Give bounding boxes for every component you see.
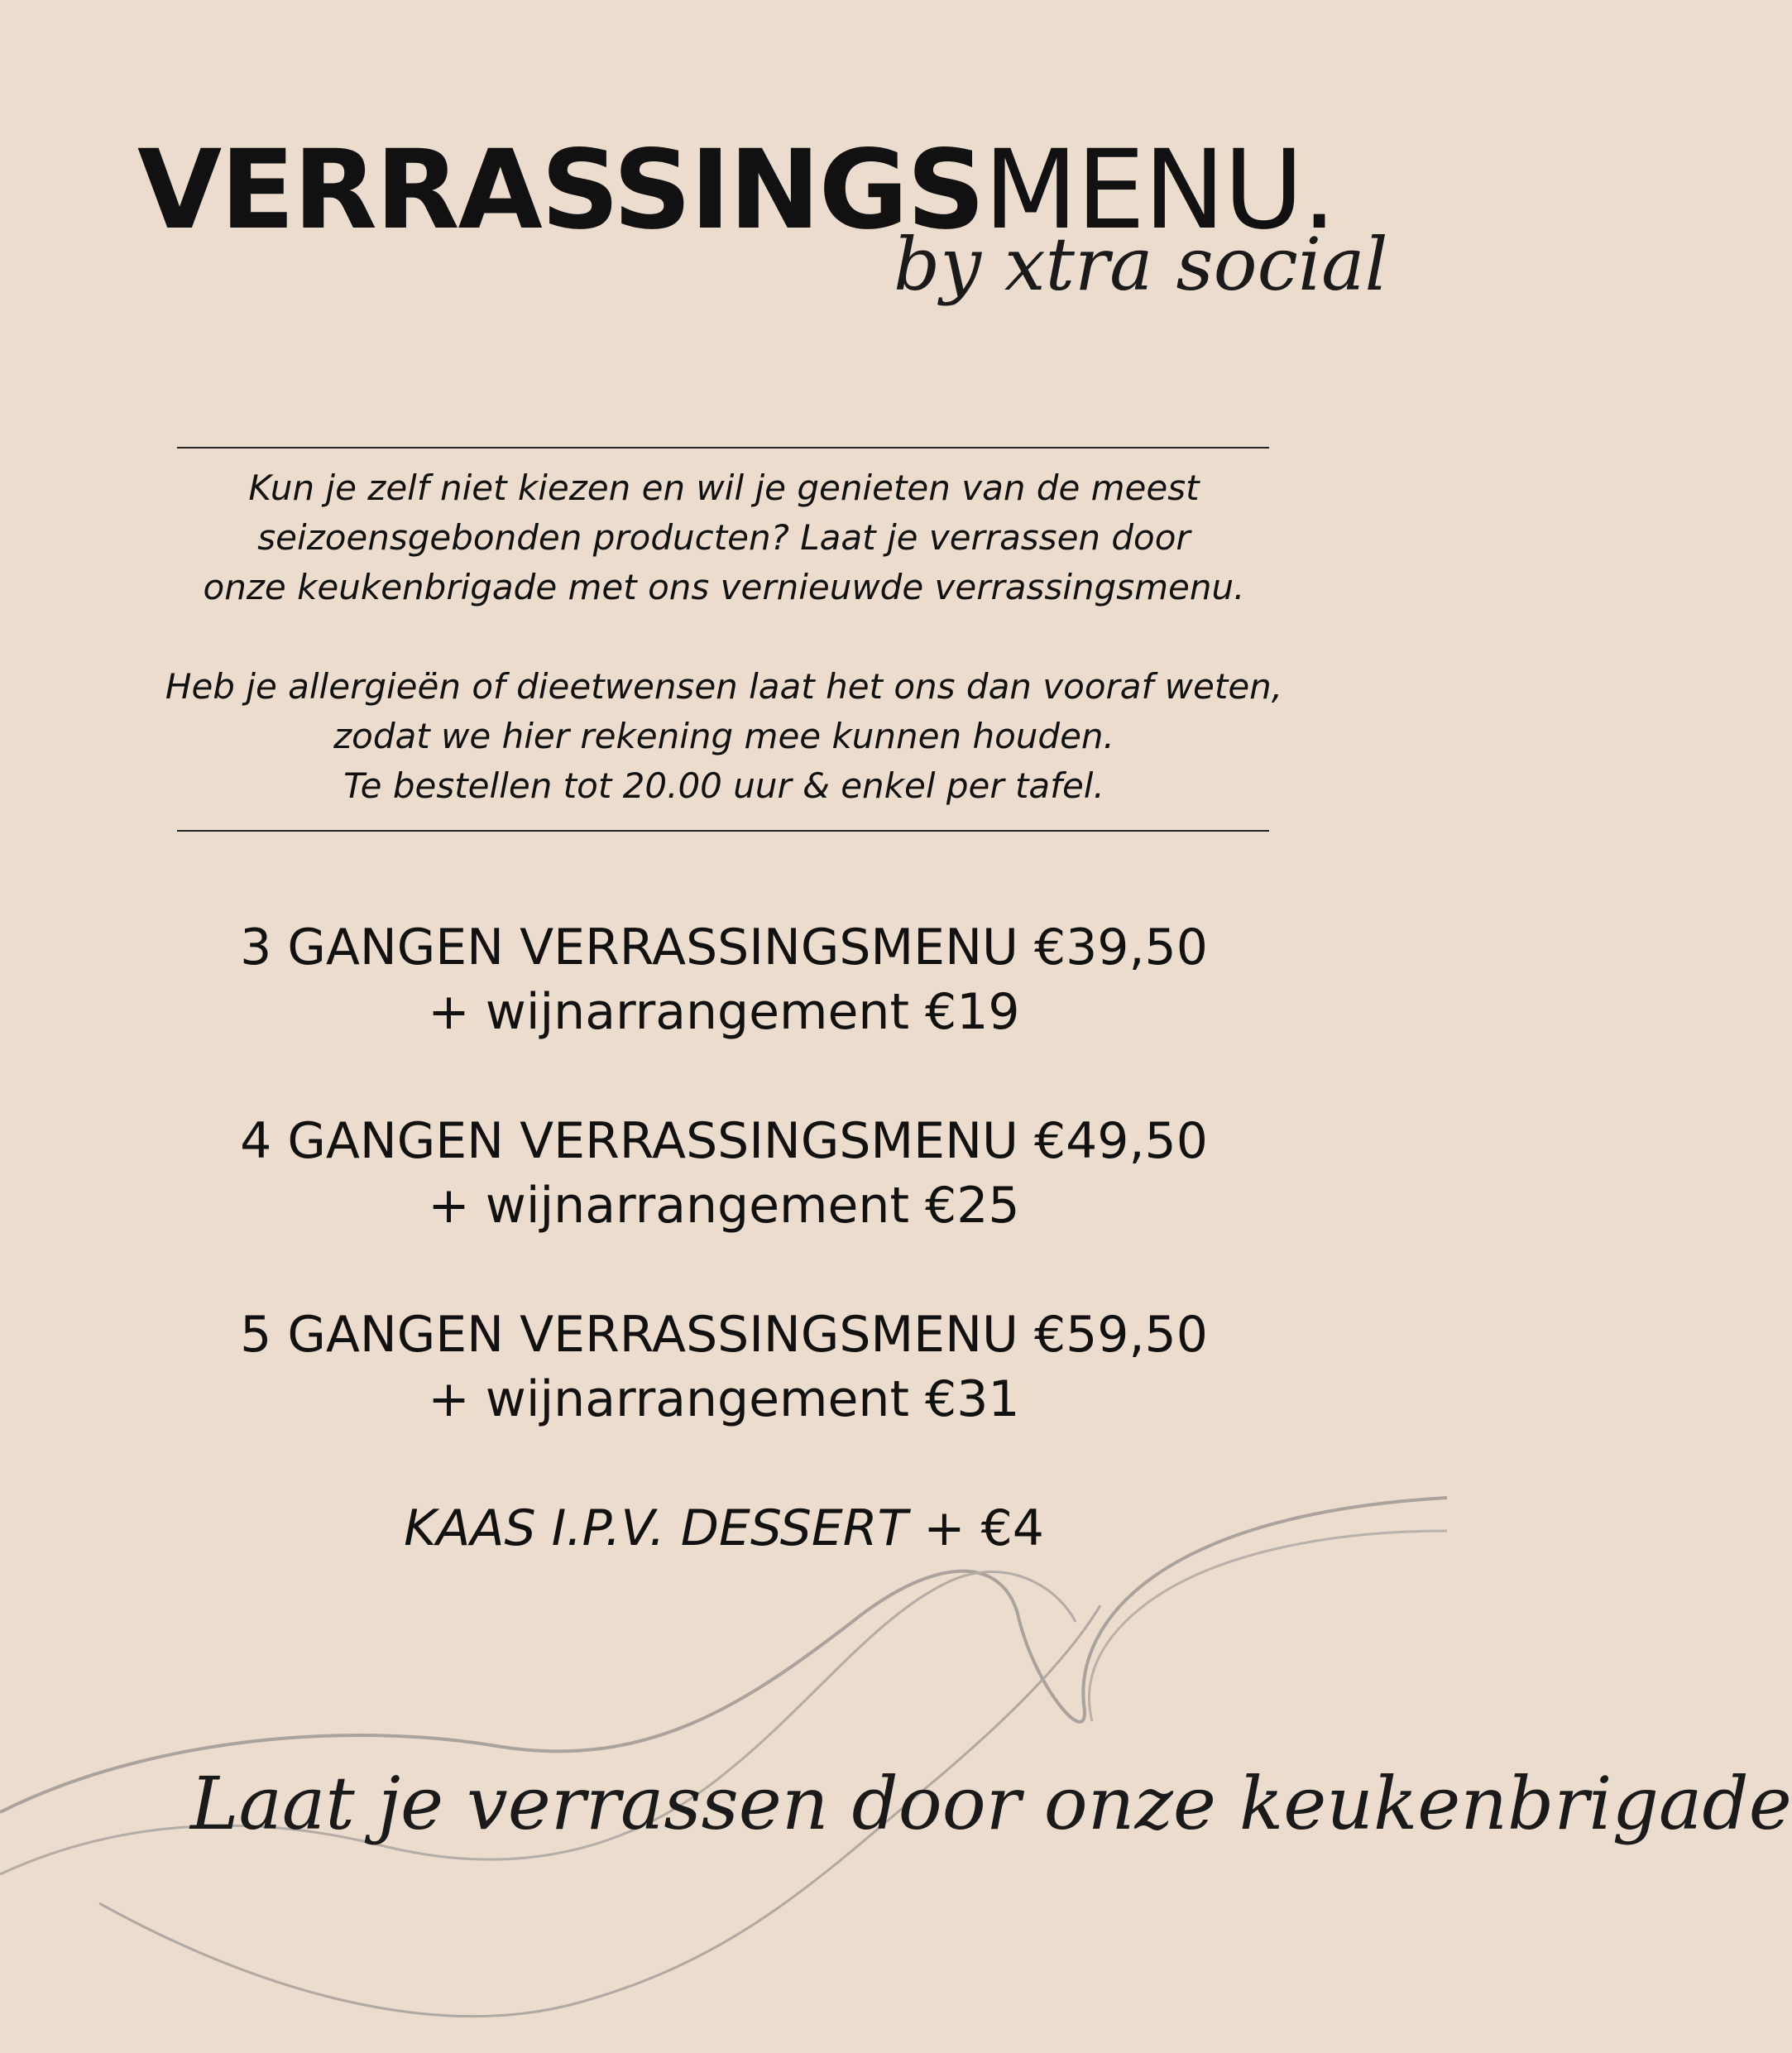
title-light-part: MENU.: [983, 127, 1335, 254]
divider-bottom: [177, 830, 1269, 832]
cheese-supplement: [141, 1496, 1307, 1561]
intro-line: onze keukenbrigade met ons vernieuwde verrassingsmenu.: [203, 567, 1245, 607]
title-bold-part: VERRASSINGS: [137, 127, 984, 254]
byline-script: by xtra social: [894, 222, 1388, 307]
menu-option-3-courses: [141, 915, 1307, 1044]
divider-top: [177, 447, 1269, 448]
menu-option-5-courses: [141, 1302, 1307, 1432]
intro-line: zodat we hier rekening mee kunnen houden.: [333, 716, 1114, 756]
footer-tagline-script: Laat je verrassen door onze keukenbrigade: [190, 1761, 1792, 1846]
course-price: 4 GANGEN VERRASSINGSMENU €49,50: [240, 1112, 1208, 1170]
course-price: 3 GANGEN VERRASSINGSMENU €39,50: [240, 919, 1208, 976]
wine-pairing-price: + wijnarrangement €19: [428, 983, 1020, 1041]
intro-text: [149, 463, 1299, 811]
cheese-supplement-label: KAAS I.P.V. DESSERT: [404, 1499, 908, 1557]
intro-line: seizoensgebonden producten? Laat je verrassen door: [257, 517, 1191, 558]
menu-price-list: [141, 915, 1307, 1561]
intro-line: Kun je zelf niet kiezen en wil je genieten van de meest: [248, 468, 1200, 508]
intro-line: Heb je allergieën of dieetwensen laat het ons dan vooraf weten,: [165, 666, 1283, 707]
cheese-supplement-price: + €4: [923, 1499, 1044, 1557]
intro-line: Te bestellen tot 20.00 uur & enkel per tafel.: [343, 765, 1104, 806]
menu-option-4-courses: [141, 1109, 1307, 1238]
course-price: 5 GANGEN VERRASSINGSMENU €59,50: [240, 1306, 1208, 1364]
wine-pairing-price: + wijnarrangement €25: [428, 1177, 1020, 1235]
wine-pairing-price: + wijnarrangement €31: [428, 1370, 1020, 1428]
